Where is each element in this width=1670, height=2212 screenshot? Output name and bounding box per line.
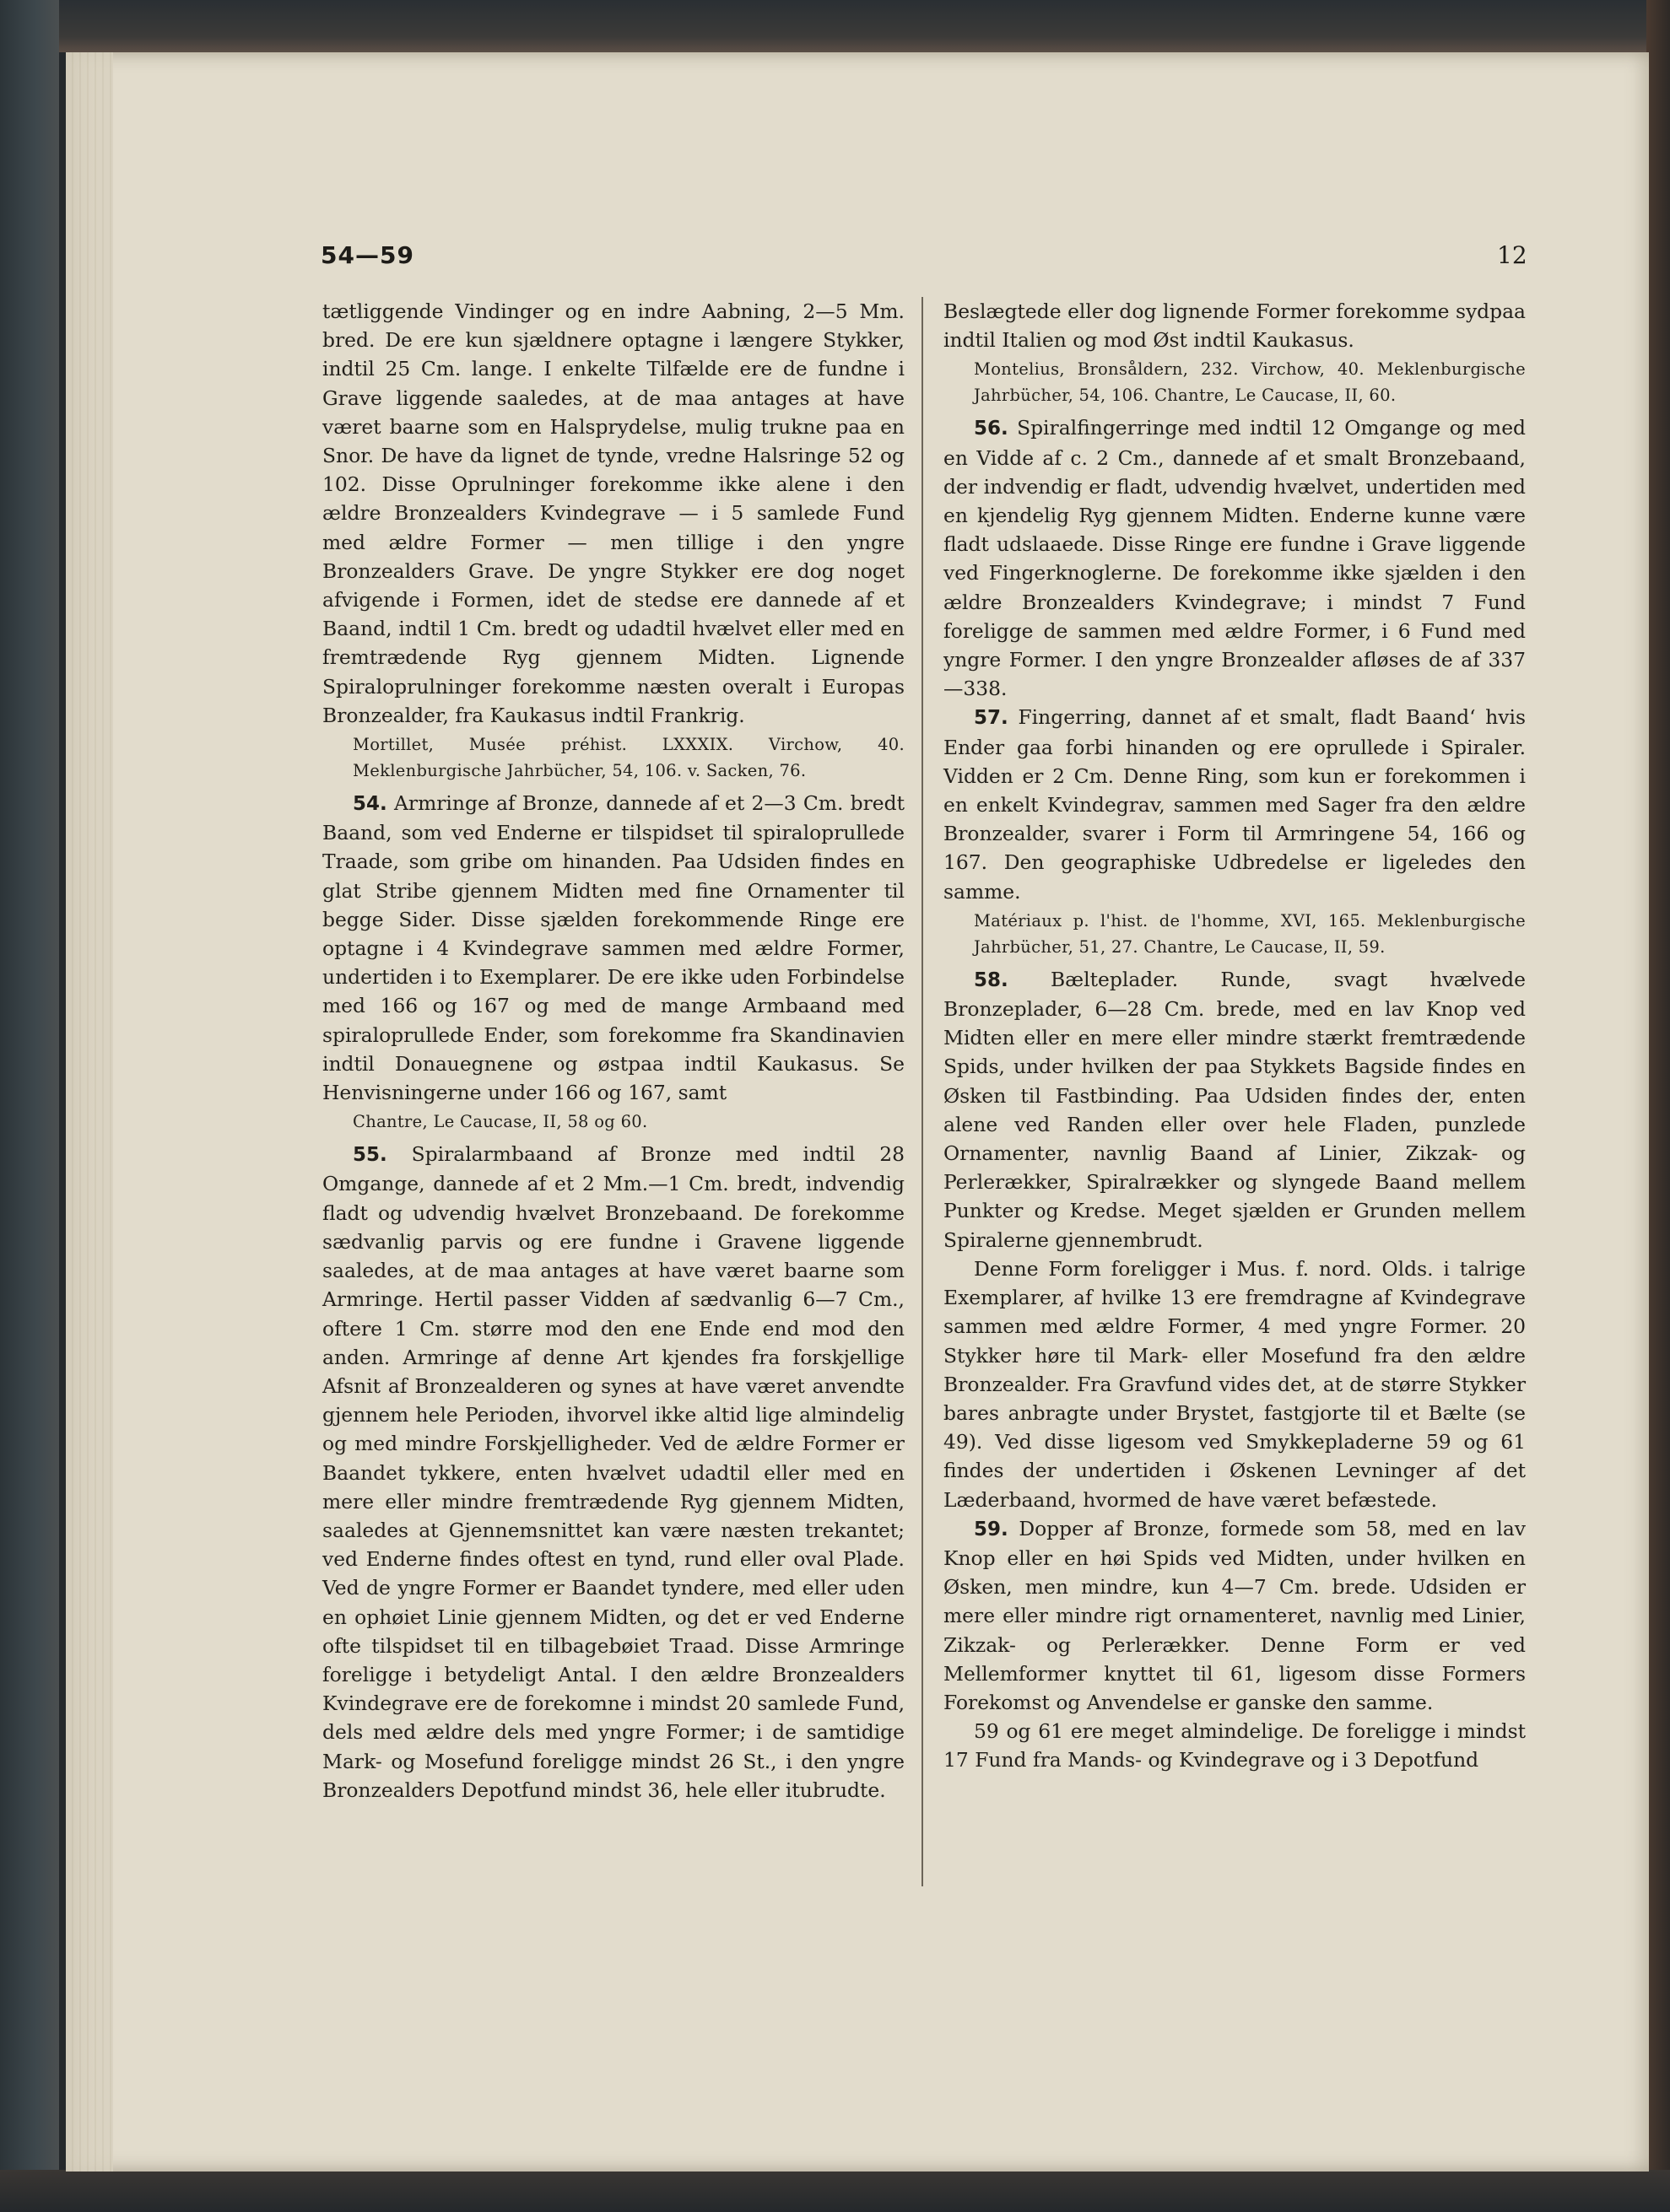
entry-number: 55. xyxy=(353,1144,387,1167)
entry-number: 57. xyxy=(974,707,1008,730)
entry-text: Armringe af Bronze, dannede af et 2—3 Cm. bredt Baand, som ved Enderne er tilspidset til spiraloprullede Traade, som gribe om hinanden. Paa Udsiden findes en glat Stribe gjennem Midten med fine Ornamenter til begge Sider. Disse sjælden forekommende Ringe ere optagne i 4 Kvindegrave sammen med ældre Former, undertiden i to Exemplarer. De ere ikke uden Forbindelse med 166 og 167 og med de mange Armbaand med spiraloprullede Ender, som forekomme fra Skandinavien indtil Donauegnene og østpaa indtil Kaukasus. Se Henvisningerne under 166 og 167, samt xyxy=(322,791,905,1105)
entry-text: Dopper af Bronze, formede som 58, med en lav Knop eller en høi Spids ved Midten, under hvilken en Øsken, men mindre, kun 4—7 Cm. brede. Udsiden er mere eller mindre rigt ornamenteret, navnlig med Linier, Zikzak- og Perlerækker. Denne Form er ved Mellemformer knyttet til 61, ligesom disse Formers Forekomst og Anvendelse er ganske den samme. xyxy=(943,1516,1527,1714)
book-binding-bottom xyxy=(0,2170,1670,2212)
reference-note: Matériaux p. l'hist. de l'homme, XVI, 165. Meklenburgische Jahrbücher, 51, 27. Chantre, Le Caucase, II, 59. xyxy=(974,910,1526,957)
reference-note: Montelius, Bronsåldern, 232. Virchow, 40. Meklenburgische Jahrbücher, 54, 106. Chantre, Le Caucase, II, 60. xyxy=(974,359,1526,406)
entry-text: Spiralfingerringe med indtil 12 Omgange og med en Vidde af c. 2 Cm., dannede af et smalt Bronzebaand, der indvendig er fladt, udvendig hvælvet, undertiden med en kjendelig Ryg gjennem Midten. Enderne kunne være fladt udslaaede. Disse Ringe ere fundne i Grave liggende ved Fingerknoglerne. De forekomme ikke sjælden i den ældre Bronzealders Kvindegrave; i mindst 7 Fund foreligge de sammen med ældre Former, i 6 Fund med yngre Former. I den yngre Bronzealder afløses de af 337—338. xyxy=(943,416,1527,701)
paragraph: Denne Form foreligger i Mus. f. nord. Olds. i talrige Exemplarer, af hvilke 13 ere fremdragne af Kvindegrave sammen med ældre Former, 4 med yngre Former. 20 Stykker høre til Mark- eller Mosefund fra den ældre Bronzealder. Fra Gravfund vides det, at de større Stykker bares anbragte under Brystet, fastgjorte til et Bælte (se 49). Ved disse ligesom ved Smykkepladerne 59 og 61 findes der undertiden i Øskenen Levninger af det Læderbaand, hvormed de have været befæstede. xyxy=(943,1256,1526,1512)
book-binding-left xyxy=(0,0,59,2212)
book-binding-top xyxy=(0,0,1670,52)
page-header-range: 54—59 xyxy=(321,241,414,269)
reference-note: Mortillet, Musée préhist. LXXXIX. Virchow, 40. Meklenburgische Jahrbücher, 54, 106. v. Sacken, 76. xyxy=(353,735,905,781)
catalog-entry xyxy=(322,1140,905,1805)
entry-number: 58. xyxy=(974,968,1008,991)
left-column xyxy=(322,297,905,1805)
reference-note: Chantre, Le Caucase, II, 58 og 60. xyxy=(353,1112,648,1132)
entry-text: Bælteplader. Runde, svagt hvælvede Bronzeplader, 6—28 Cm. brede, med en lav Knop ved Midten eller en mere eller mindre stærkt fremtrædende Spids, under hvilken der paa Stykkets Bagside findes en Øsken til Fastbinding. Paa Udsiden findes der, enten alene ved Randen eller over hele Fladen, punzlede Ornamenter, navnlig Baand af Linier, Zikzak- og Perlerækker, Spiralrækker og slyngede Baand mellem Punkter og Kredse. Meget sjælden er Grunden mellem Spiralerne gjennembrudt. xyxy=(943,967,1526,1252)
catalog-entry xyxy=(943,1514,1526,1717)
paragraph: 59 og 61 ere meget almindelige. De foreligge i mindst 17 Fund fra Mands- og Kvindegrave og i 3 Depotfund xyxy=(943,1719,1526,1772)
entry-text: Fingerring, dannet af et smalt, fladt Baand‘ hvis Ender gaa forbi hinanden og ere oprullede i Spiraler. Vidden er 2 Cm. Denne Ring, som kun er forekommen i en enkelt Kvindegrav, sammen med Sager fra den ældre Bronzealder, svarer i Form til Armringene 54, 166 og 167. Den geographiske Udbredelse er ligeledes den samme. xyxy=(943,705,1526,904)
book-binding-right xyxy=(1646,0,1670,2212)
entry-number: 54. xyxy=(353,793,387,816)
column-divider xyxy=(921,297,923,1886)
page-edges xyxy=(66,52,113,2172)
paragraph: tætliggende Vindinger og en indre Aabning, 2—5 Mm. bred. De ere kun sjældnere optagne i længere Stykker, indtil 25 Cm. lange. I enkelte Tilfælde ere de fundne i Grave liggende saaledes, at de maa antages at have været baarne som en Halsprydelse, mulig trukne paa en Snor. De have da lignet de tynde, vredne Halsringe 52 og 102. Disse Oprulninger forekomme ikke alene i den ældre Bronzealders Kvindegrave — i 5 samlede Fund med ældre Former — men tillige i den yngre Bronzealders Grave. De yngre Stykker ere dog noget afvigende i Formen, idet de stedse ere dannede af et Baand, indtil 1 Cm. bredt og udadtil hvælvet eller med en fremtrædende Ryg gjennem Midten. Lignende Spiraloprulninger forekomme næsten overalt i Europas Bronzealder, fra Kaukasus indtil Frankrig. xyxy=(322,299,905,727)
entry-number: 59. xyxy=(974,1518,1008,1540)
catalog-entry xyxy=(943,965,1526,1254)
right-column xyxy=(943,297,1526,1775)
page-number: 12 xyxy=(1497,241,1527,269)
paragraph: Beslægtede eller dog lignende Former forekomme sydpaa indtil Italien og mod Øst indtil Kaukasus. xyxy=(943,299,1526,353)
entry-number: 56. xyxy=(974,418,1008,440)
catalog-entry xyxy=(322,789,905,1107)
catalog-entry xyxy=(943,413,1526,703)
catalog-entry xyxy=(943,703,1526,905)
entry-text: Spiralarmbaand af Bronze med indtil 28 Omgange, dannede af et 2 Mm.—1 Cm. bredt, indvendig fladt og udvendig hvælvet Bronzebaand. De forekomme sædvanlig parvis og ere fundne i Gravene liggende saaledes, at de maa antages at have været baarne som Armringe. Hertil passer Vidden af sædvanlig 6—7 Cm., oftere 1 Cm. større mod den ene Ende end mod den anden. Armringe af denne Art kjendes fra forskjellige Afsnit af Bronzealderen og synes at have været anvendte gjennem hele Perioden, ihvorvel ikke altid lige almindelig og med mindre Forskjelligheder. Ved de ældre Former er Baandet tykkere, enten hvælvet udadtil eller med en mere eller mindre fremtrædende Ryg gjennem Midten, saaledes at Gjennemsnittet kan være næsten trekantet; ved Enderne findes oftest en tynd, rund eller oval Plade. Ved de yngre Former er Baandet tyndere, med eller uden en ophøiet Linie gjennem Midten, og det er ved Enderne ofte tilspidset til en tilbagebøiet Traad. Disse Armringe foreligge i betydeligt Antal. I den ældre Bronzealders Kvindegrave ere de forekomne i mindst 20 samlede Fund, dels med ældre dels med yngre Former; i de samtidige Mark- og Mosefund foreligge mindst 26 St., i den yngre Bronzealders Depotfund mindst 36, hele eller itubrudte. xyxy=(322,1142,905,1802)
